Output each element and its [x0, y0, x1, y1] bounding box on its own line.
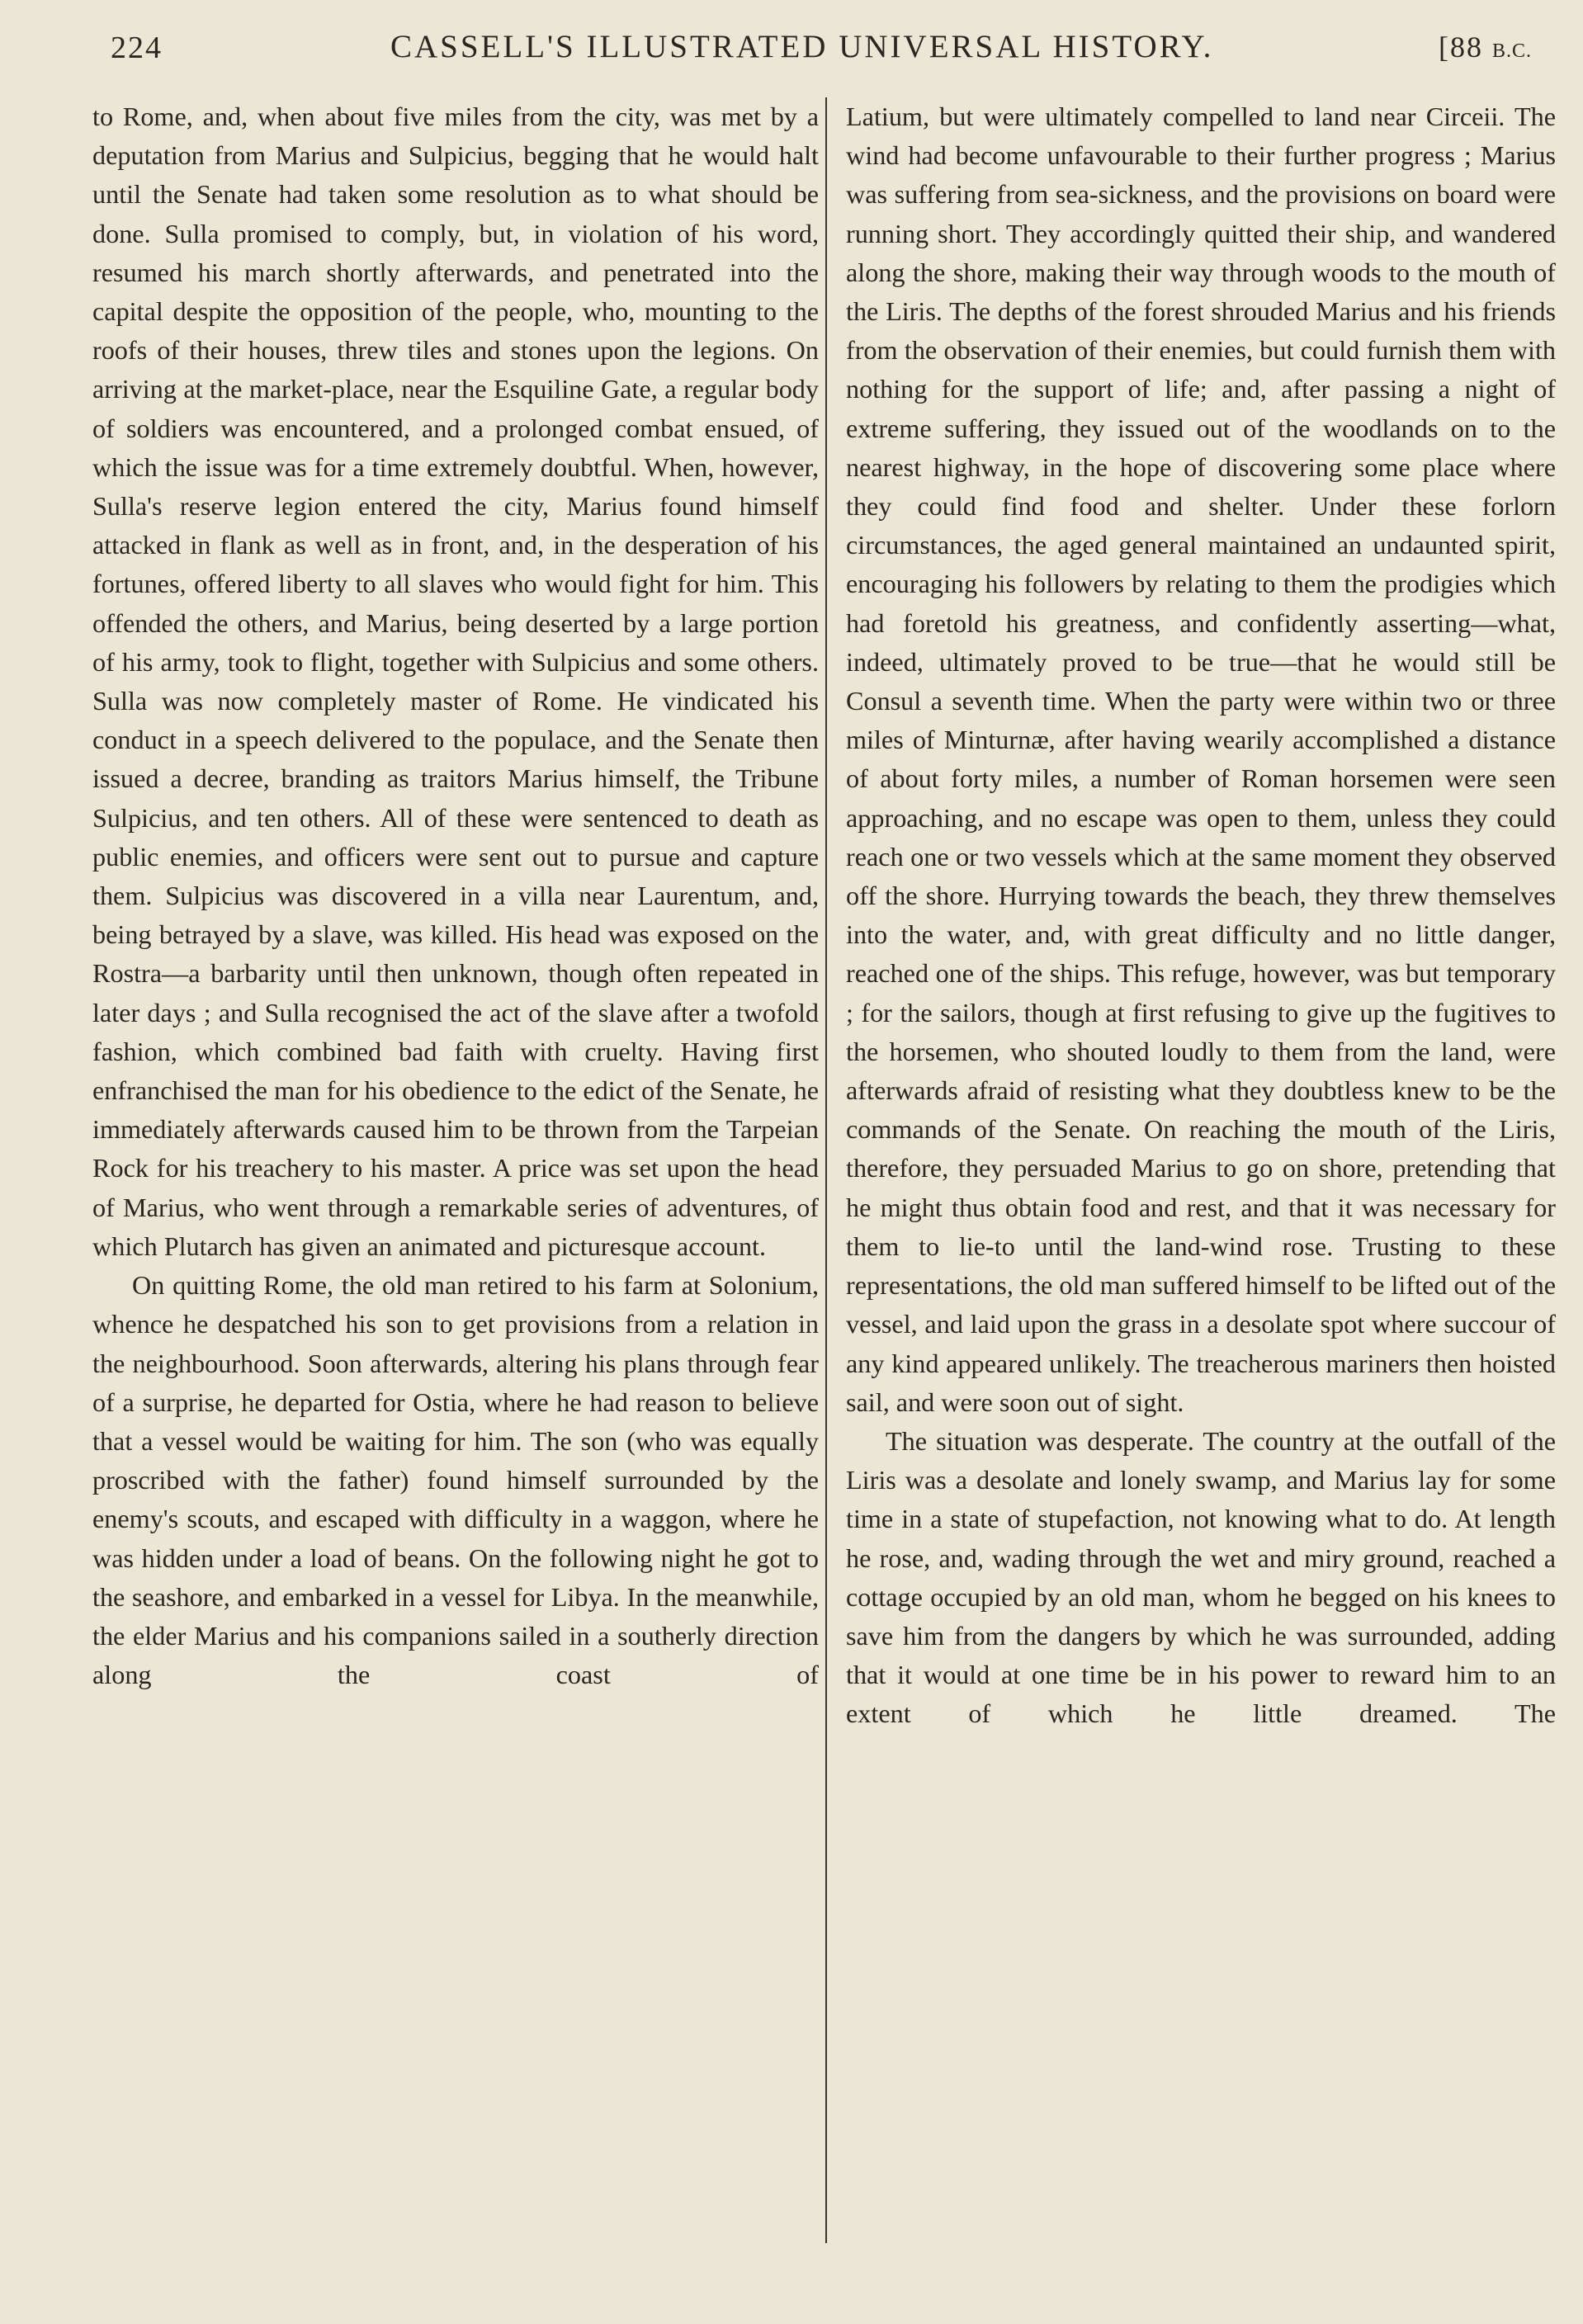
running-head: [89, 20, 1545, 78]
paragraph: Latium, but were ultimately compelled to land near Circeii. The wind had become unfavourable to their further progress ; Marius was suffering from sea-sickness, and the provisions on board were running short. They accordingly quitted their ship, and wandered along the shore, making their way through woods to the mouth of the Liris. The depths of the forest shrouded Marius and his friends from the observation of their enemies, but could furnish them with nothing for the support of life; and, after passing a night of extreme suffering, they issued out of the woodlands on to the nearest highway, in the hope of discovering some place where they could find food and shelter. Under these forlorn circumstances, the aged general maintained an undaunted spirit, encouraging his followers by relating to them the prodigies which had foretold his greatness, and confidently asserting—what, indeed, ultimately proved to be true—that he would still be Consul a seventh time. When the party were within two or three miles of Minturnæ, after having wearily accomplished a distance of about forty miles, a number of Roman horsemen were seen approaching, and no escape was open to them, unless they could reach one or two vessels which at the same moment they observed off the shore. Hurrying towards the beach, they threw themselves into the water, and, with great difficulty and no little danger, reached one of the ships. This refuge, however, was but temporary ; for the sailors, though at first refusing to give up the fugitives to the horsemen, who shouted loudly to them from the land, were afterwards afraid of resisting what they doubtless knew to be the commands of the Senate. On reaching the mouth of the Liris, therefore, they persuaded Marius to go on shore, pretending that he might thus obtain food and rest, and that it was necessary for them to lie-to until the land-wind rose. Trusting to these representations, the old man suffered himself to be lifted out of the vessel, and laid upon the grass in a desolate spot where succour of any kind appeared unlikely. The treacherous mariners then hoisted sail, and were soon out of sight.: [846, 102, 1556, 1417]
right-column: [846, 97, 1556, 1734]
date-marker: [1439, 30, 1532, 64]
paragraph: The situation was desperate. The country at the outfall of the Liris was a desolate and lonely swamp, and Marius lay for some time in a state of stupefaction, not knowing what to do. At length he rose, and, wading through the wet and miry ground, reached a cottage occupied by an old man, whom he begged on his knees to save him from the dangers by which he was surrounded, adding that it would at one time be in his power to reward him to an extent of which he little dreamed. The: [846, 1425, 1556, 1729]
page-number: 224: [111, 31, 163, 65]
date-era: B.C.: [1491, 40, 1532, 62]
paragraph: to Rome, and, when about five miles from the city, was met by a deputation from Marius and Sulpicius, begging that he would halt until the Senate had taken some resolution as to what should be done. Sulla promised to comply, but, in violation of his word, resumed his march shortly afterwards, and penetrated into the capital despite the opposition of the people, who, mounting to the roofs of their houses, threw tiles and stones upon the legions. On arriving at the market-place, near the Esquiline Gate, a regular body of soldiers was encountered, and a prolonged combat ensued, of which the issue was for a time extremely doubtful. When, however, Sulla's reserve legion entered the city, Marius found himself attacked in flank as well as in front, and, in the desperation of his fortunes, offered liberty to all slaves who would fight for him. This offended the others, and Marius, being deserted by a large portion of his army, took to flight, together with Sulpicius and some others. Sulla was now completely master of Rome. He vindicated his conduct in a speech delivered to the populace, and the Senate then issued a decree, branding as traitors Marius himself, the Tribune Sulpicius, and ten others. All of these were sentenced to death as public enemies, and officers were sent out to pursue and capture them. Sulpicius was discovered in a villa near Laurentum, and, being betrayed by a slave, was killed. His head was exposed on the Rostra—a barbarity until then unknown, though often repeated in later days ; and Sulla recognised the act of the slave after a twofold fashion, which combined bad faith with cruelty. Having first enfranchised the man for his obedience to the edict of the Senate, he immediately afterwards caused him to be thrown from the Tarpeian Rock for his treachery to his master. A price was set upon the head of Marius, who went through a remarkable series of adventures, of which Plutarch has given an animated and picturesque account.: [92, 102, 819, 1261]
running-title: CASSELL'S ILLUSTRATED UNIVERSAL HISTORY.: [390, 29, 1214, 64]
column-divider: [825, 97, 827, 2243]
left-column: [92, 97, 819, 1694]
date-bracket: [88: [1438, 31, 1483, 64]
paragraph: On quitting Rome, the old man retired to his farm at Solonium, whence he despatched his son to get provisions from a relation in the neighbourhood. Soon afterwards, altering his plans through fear of a surprise, he departed for Ostia, where he had reason to believe that a vessel would be waiting for him. The son (who was equally proscribed with the father) found himself surrounded by the enemy's scouts, and escaped with difficulty in a waggon, where he was hidden under a load of beans. On the following night he got to the seashore, and embarked in a vessel for Libya. In the meanwhile, the elder Marius and his companions sailed in a southerly direction along the coast of: [92, 1270, 819, 1690]
